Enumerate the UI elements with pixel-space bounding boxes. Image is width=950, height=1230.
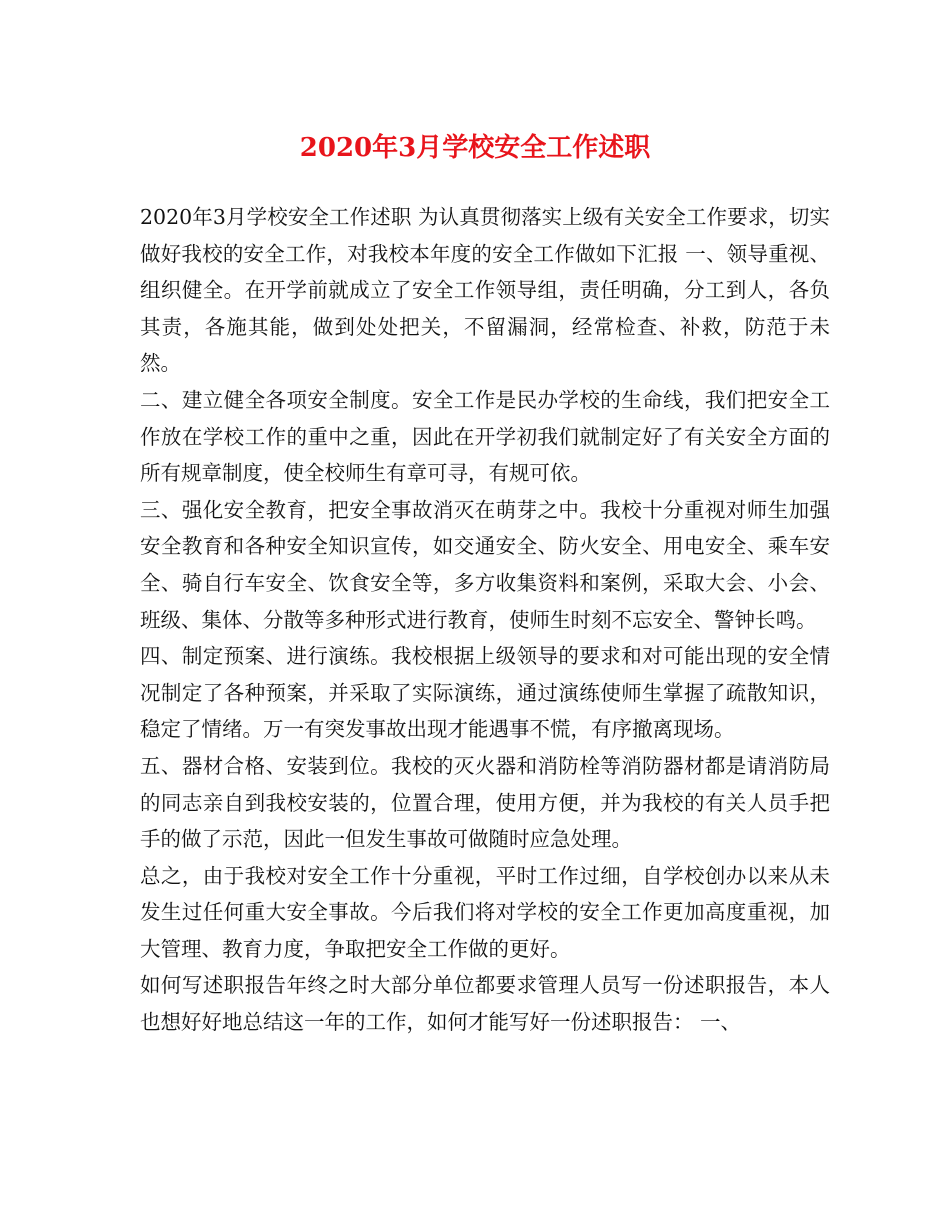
paragraph-equipment: 五、器材合格、安装到位。我校的灭火器和消防栓等消防器材都是请消防局的同志亲自到我校安装的，位置合理，使用方便，并为我校的有关人员手把手的做了示范，因此一但发生事故可做随时应急处理。 (140, 753, 830, 852)
paragraph-safety-education: 三、强化安全教育，把安全事故消灭在萌芽之中。我校十分重视对师生加强安全教育和各种安全知识宣传，如交通安全、防火安全、用电安全、乘车安全、骑自行车安全、饮食安全等，多方收集资料和案例，采取大会、小会、班级、集体、分散等多种形式进行教育，使师生时刻不忘安全、警钟长鸣。 (140, 497, 830, 632)
paragraph-intro: 2020年3月学校安全工作述职 为认真贯彻落实上级有关安全工作要求，切实做好我校的安全工作，对我校本年度的安全工作做如下汇报 一、领导重视、组织健全。在开学前就成立了安全工作领导组，责任明确，分工到人，各负其责，各施其能，做到处处把关，不留漏洞，经常检查、补救，防范于未然。 (140, 205, 830, 376)
document-title: 2020年3月学校安全工作述职 (299, 133, 651, 163)
paragraph-summary: 总之，由于我校对安全工作十分重视，平时工作过细，自学校创办以来从未发生过任何重大安全事故。今后我们将对学校的安全工作更加高度重视，加大管理、教育力度，争取把安全工作做的更好。 (140, 863, 830, 961)
document-body (140, 199, 830, 1041)
paragraph-report-howto: 如何写述职报告年终之时大部分单位都要求管理人员写一份述职报告，本人也想好好地总结这一年的工作，如何才能写好一份述职报告： 一、 (140, 973, 830, 1035)
paragraph-drills: 四、制定预案、进行演练。我校根据上级领导的要求和对可能出现的安全情况制定了各种预案，并采取了实际演练，通过演练使师生掌握了疏散知识，稳定了情绪。万一有突发事故出现才能遇事不慌，有序撤离现场。 (140, 644, 830, 742)
paragraph-safety-rules: 二、建立健全各项安全制度。安全工作是民办学校的生命线，我们把安全工作放在学校工作的重中之重，因此在开学初我们就制定好了有关安全方面的所有规章制度，使全校师生有章可寻，有规可依。 (140, 387, 830, 486)
